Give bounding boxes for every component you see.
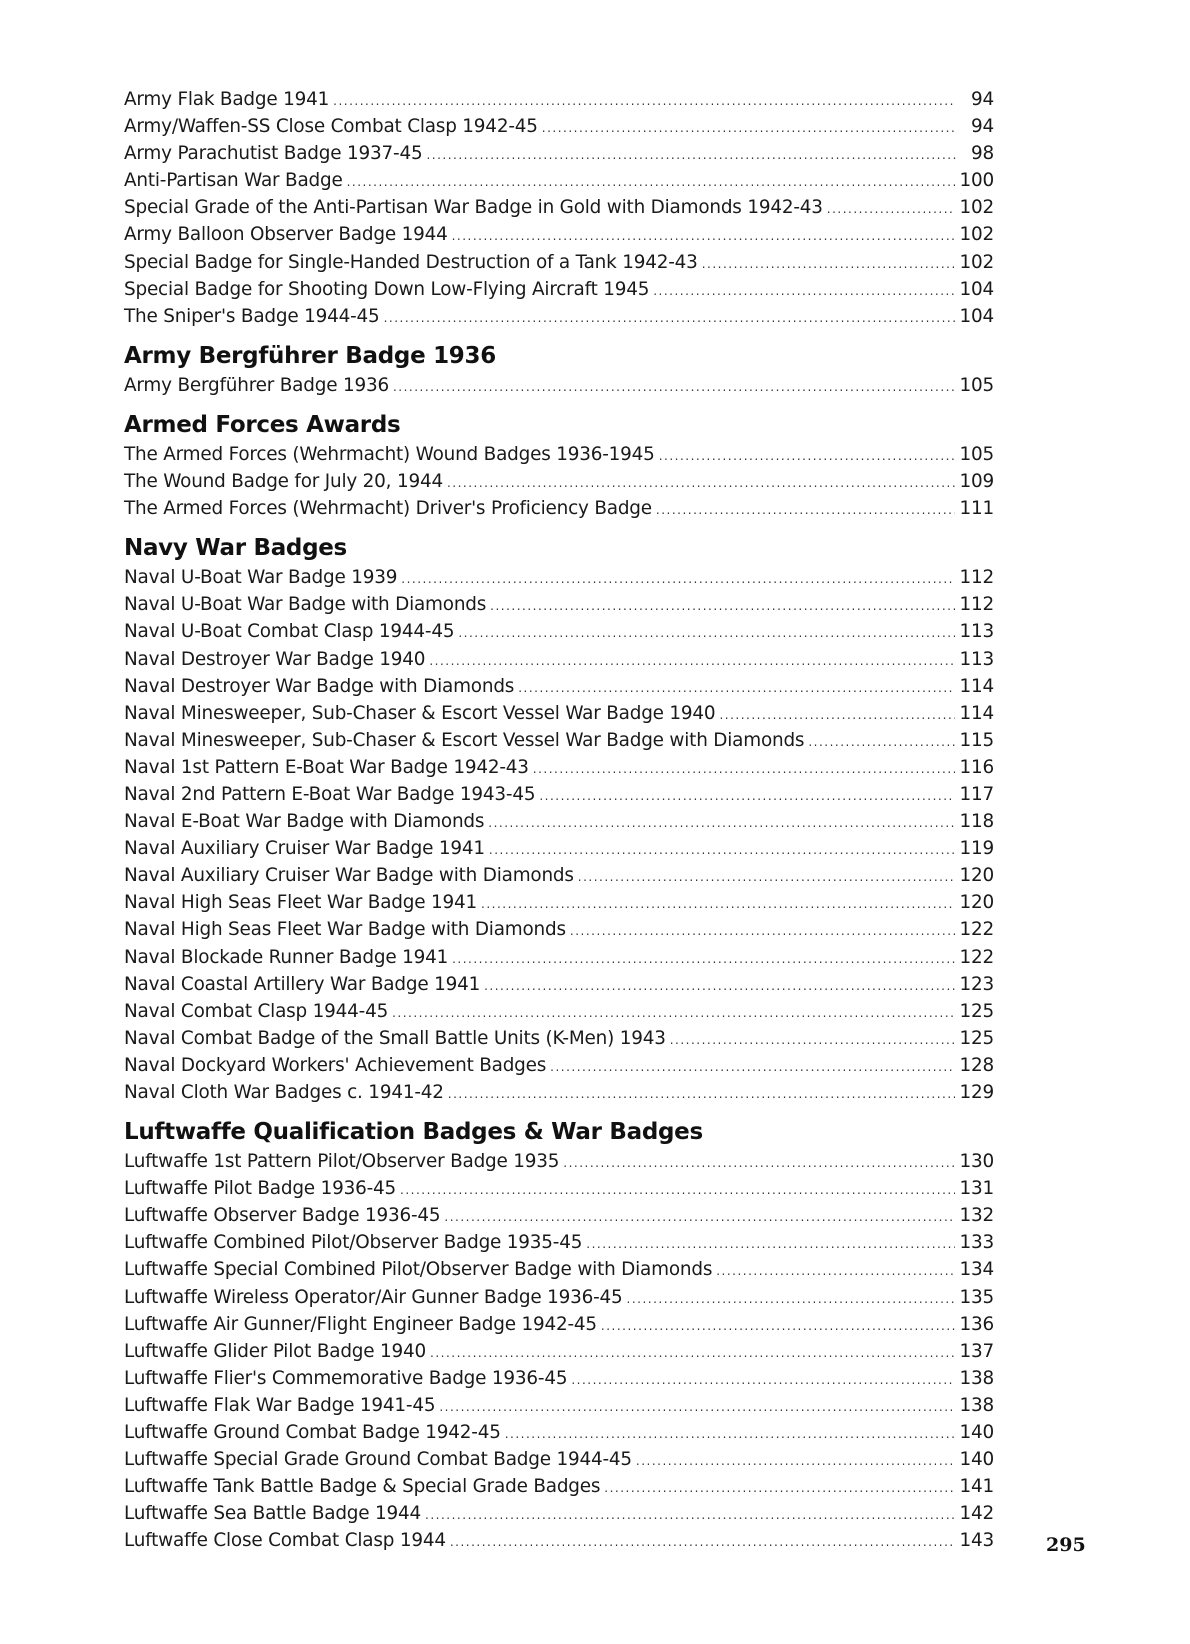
entry-page-number: 136 [959, 1313, 994, 1335]
entry-title: Luftwaffe Ground Combat Badge 1942-45 [124, 1422, 501, 1444]
toc-entry [124, 1148, 994, 1175]
toc-entry [124, 971, 994, 998]
toc-entry [124, 808, 994, 835]
entry-title: Anti-Partisan War Badge [124, 170, 343, 192]
dot-leader [659, 443, 956, 470]
dot-leader [400, 1177, 955, 1204]
dot-leader [447, 470, 956, 497]
toc-entry [124, 754, 994, 781]
toc-entry [124, 140, 994, 167]
intro-entries [124, 86, 994, 330]
entry-title: Naval Auxiliary Cruiser War Badge 1941 [124, 838, 485, 860]
toc-entry [124, 591, 994, 618]
entry-page-number: 94 [970, 89, 994, 110]
entry-page-number: 131 [959, 1178, 994, 1200]
entry-page-number: 133 [959, 1232, 994, 1254]
entry-title: Luftwaffe Flier's Commemorative Badge 1936-45 [124, 1367, 568, 1389]
entry-title: Special Grade of the Anti-Partisan War Badge in Gold with Diamonds 1942-43 [124, 197, 823, 219]
entry-page-number: 120 [959, 865, 994, 887]
toc-entry [124, 276, 994, 303]
entry-page-number: 140 [959, 1449, 994, 1471]
dot-leader [450, 1529, 956, 1556]
entry-page-number: 102 [959, 224, 994, 246]
entry-title: Naval Combat Clasp 1944-45 [124, 1000, 389, 1022]
entry-page-number: 100 [959, 170, 994, 192]
dot-leader [533, 756, 956, 783]
dot-leader [488, 810, 955, 837]
toc-entry [124, 916, 994, 943]
toc-entry [124, 1229, 994, 1256]
toc-entry [124, 1446, 994, 1473]
toc-sections [124, 341, 994, 1555]
toc-entry [124, 673, 994, 700]
section-heading: Army Bergführer Badge 1936 [124, 342, 496, 369]
toc-entry [124, 1256, 994, 1283]
toc-entry [124, 727, 994, 754]
toc-entry [124, 1500, 994, 1527]
entry-page-number: 129 [959, 1082, 994, 1103]
dot-leader [563, 1150, 955, 1177]
toc-entry [124, 618, 994, 645]
dot-leader [571, 1367, 955, 1394]
dot-leader [393, 374, 956, 401]
toc-entry [124, 1202, 994, 1229]
toc-entry [124, 221, 994, 248]
entry-page-number: 94 [970, 116, 994, 138]
toc-section [124, 533, 994, 1106]
dot-leader [586, 1231, 955, 1258]
entry-title: Army/Waffen-SS Close Combat Clasp 1942-45 [124, 116, 538, 138]
dot-leader [670, 1027, 956, 1054]
entry-page-number: 113 [959, 648, 994, 670]
toc-entry [124, 194, 994, 221]
entry-page-number: 111 [959, 498, 994, 520]
dot-leader [333, 88, 956, 115]
entry-page-number: 115 [959, 729, 994, 751]
toc-entry [124, 835, 994, 862]
entry-page-number: 117 [959, 783, 994, 805]
dot-leader [601, 1313, 956, 1340]
toc-entry [124, 1473, 994, 1500]
entry-title: The Sniper's Badge 1944-45 [124, 305, 380, 327]
toc-entry [124, 441, 994, 468]
dot-leader [452, 223, 956, 250]
entry-title: Luftwaffe Wireless Operator/Air Gunner Badge 1936-45 [124, 1286, 623, 1308]
toc-entry [124, 167, 994, 194]
dot-leader [392, 1000, 955, 1027]
toc-entry [124, 1527, 994, 1554]
entry-title: Naval 1st Pattern E-Boat War Badge 1942-43 [124, 756, 529, 778]
dot-leader [347, 169, 956, 196]
toc-entry [124, 646, 994, 673]
entry-title: The Armed Forces (Wehrmacht) Wound Badges 1936-1945 [124, 443, 655, 465]
table-of-contents [124, 86, 994, 1555]
entry-page-number: 105 [959, 374, 994, 396]
entry-page-number: 125 [959, 1000, 994, 1022]
entry-title: Army Flak Badge 1941 [124, 89, 330, 110]
entry-page-number: 137 [959, 1340, 994, 1362]
entry-title: Luftwaffe Air Gunner/Flight Engineer Badge 1942-45 [124, 1313, 597, 1335]
toc-entry [124, 1025, 994, 1052]
dot-leader [458, 620, 955, 647]
toc-entry [124, 564, 994, 591]
entry-page-number: 113 [959, 621, 994, 643]
toc-section [124, 341, 994, 399]
dot-leader [719, 702, 955, 729]
section-heading: Navy War Badges [124, 535, 347, 562]
dot-leader [604, 1475, 955, 1502]
entry-title: Naval Cloth War Badges c. 1941-42 [124, 1082, 444, 1103]
dot-leader [452, 946, 955, 973]
dot-leader [702, 251, 956, 278]
entry-title: Naval Combat Badge of the Small Battle Units (K-Men) 1943 [124, 1027, 666, 1049]
dot-leader [481, 891, 955, 918]
toc-entry [124, 1079, 994, 1106]
dot-leader [808, 729, 955, 756]
entry-page-number: 138 [959, 1394, 994, 1416]
toc-entry [124, 1419, 994, 1446]
dot-leader [489, 837, 956, 864]
entry-page-number: 114 [959, 675, 994, 697]
dot-leader [653, 278, 955, 305]
dot-leader [636, 1448, 956, 1475]
entry-page-number: 143 [959, 1530, 994, 1552]
toc-section [124, 410, 994, 522]
dot-leader [484, 973, 955, 1000]
entry-page-number: 98 [970, 143, 994, 165]
entry-page-number: 104 [959, 305, 994, 327]
page-number: 295 [1046, 1534, 1086, 1556]
dot-leader [439, 1394, 955, 1421]
entry-page-number: 105 [959, 443, 994, 465]
entry-page-number: 112 [959, 594, 994, 616]
entry-title: Naval U-Boat Combat Clasp 1944-45 [124, 621, 455, 643]
entry-title: Luftwaffe 1st Pattern Pilot/Observer Badge 1935 [124, 1151, 560, 1173]
entry-title: Luftwaffe Sea Battle Badge 1944 [124, 1503, 422, 1525]
entry-page-number: 130 [959, 1151, 994, 1173]
toc-entry [124, 998, 994, 1025]
toc-entry [124, 468, 994, 495]
entry-page-number: 118 [959, 811, 994, 833]
entry-page-number: 112 [959, 567, 994, 589]
toc-entry [124, 303, 994, 330]
entry-title: Luftwaffe Glider Pilot Badge 1940 [124, 1340, 427, 1362]
entry-title: The Wound Badge for July 20, 1944 [124, 471, 443, 493]
dot-leader [448, 1081, 956, 1108]
toc-entry [124, 86, 994, 113]
dot-leader [542, 115, 956, 142]
dot-leader [429, 648, 955, 675]
entry-page-number: 134 [959, 1259, 994, 1281]
toc-entry [124, 700, 994, 727]
entry-page-number: 135 [959, 1286, 994, 1308]
entry-title: Army Bergführer Badge 1936 [124, 374, 389, 396]
toc-section [124, 1117, 994, 1554]
entry-title: Luftwaffe Pilot Badge 1936-45 [124, 1178, 397, 1200]
entry-page-number: 102 [959, 251, 994, 273]
entry-title: Naval Blockade Runner Badge 1941 [124, 946, 449, 968]
toc-entry [124, 1365, 994, 1392]
entry-title: Naval Minesweeper, Sub-Chaser & Escort Vessel War Badge 1940 [124, 702, 716, 724]
entry-title: Naval Coastal Artillery War Badge 1941 [124, 973, 481, 995]
toc-entry [124, 889, 994, 916]
entry-title: Naval U-Boat War Badge with Diamonds [124, 594, 487, 616]
entry-page-number: 128 [959, 1054, 994, 1076]
toc-entry [124, 1311, 994, 1338]
dot-leader [827, 196, 956, 223]
dot-leader [518, 675, 955, 702]
entry-title: Naval E-Boat War Badge with Diamonds [124, 811, 485, 833]
entry-title: Luftwaffe Flak War Badge 1941-45 [124, 1394, 436, 1416]
entry-title: Army Balloon Observer Badge 1944 [124, 224, 448, 246]
dot-leader [444, 1204, 955, 1231]
entry-title: Naval High Seas Fleet War Badge 1941 [124, 892, 477, 914]
entry-page-number: 122 [959, 946, 994, 968]
entry-page-number: 138 [959, 1367, 994, 1389]
entry-title: Special Badge for Shooting Down Low-Flying Aircraft 1945 [124, 278, 650, 300]
entry-title: Naval High Seas Fleet War Badge with Diamonds [124, 919, 566, 941]
entry-title: Naval Dockyard Workers' Achievement Badges [124, 1054, 547, 1076]
entry-page-number: 120 [959, 892, 994, 914]
dot-leader [401, 566, 955, 593]
dot-leader [656, 497, 956, 524]
entry-page-number: 122 [959, 919, 994, 941]
dot-leader [539, 783, 955, 810]
toc-entry [124, 495, 994, 522]
entry-title: Luftwaffe Observer Badge 1936-45 [124, 1205, 441, 1227]
toc-entry [124, 944, 994, 971]
entry-page-number: 132 [959, 1205, 994, 1227]
toc-entry [124, 249, 994, 276]
toc-entry [124, 372, 994, 399]
dot-leader [716, 1258, 955, 1285]
entry-title: Luftwaffe Tank Battle Badge & Special Grade Badges [124, 1476, 601, 1498]
entry-title: The Armed Forces (Wehrmacht) Driver's Proficiency Badge [124, 498, 652, 520]
entry-title: Naval U-Boat War Badge 1939 [124, 567, 398, 589]
toc-entry [124, 1052, 994, 1079]
entry-page-number: 114 [959, 702, 994, 724]
entry-title: Luftwaffe Combined Pilot/Observer Badge 1935-45 [124, 1232, 583, 1254]
entry-page-number: 119 [959, 838, 994, 860]
entry-title: Luftwaffe Special Combined Pilot/Observer Badge with Diamonds [124, 1259, 713, 1281]
entry-title: Special Badge for Single-Handed Destruction of a Tank 1942-43 [124, 251, 698, 273]
dot-leader [627, 1286, 956, 1313]
entry-page-number: 104 [959, 278, 994, 300]
toc-entry [124, 1175, 994, 1202]
toc-entry [124, 1338, 994, 1365]
entry-title: Naval Minesweeper, Sub-Chaser & Escort Vessel War Badge with Diamonds [124, 729, 805, 751]
dot-leader [426, 142, 956, 169]
dot-leader [490, 593, 955, 620]
dot-leader [505, 1421, 956, 1448]
entry-title: Naval Auxiliary Cruiser War Badge with Diamonds [124, 865, 574, 887]
section-heading: Luftwaffe Qualification Badges & War Badges [124, 1119, 703, 1146]
entry-page-number: 141 [959, 1476, 994, 1498]
dot-leader [425, 1502, 955, 1529]
toc-entry [124, 1284, 994, 1311]
entry-title: Naval Destroyer War Badge with Diamonds [124, 675, 515, 697]
entry-page-number: 125 [959, 1027, 994, 1049]
dot-leader [550, 1054, 955, 1081]
section-heading: Armed Forces Awards [124, 411, 401, 438]
entry-title: Luftwaffe Special Grade Ground Combat Badge 1944-45 [124, 1449, 632, 1471]
entry-page-number: 123 [959, 973, 994, 995]
entry-title: Naval 2nd Pattern E-Boat War Badge 1943-45 [124, 783, 536, 805]
entry-page-number: 109 [959, 471, 994, 493]
entry-page-number: 142 [959, 1503, 994, 1525]
dot-leader [384, 305, 956, 332]
entry-title: Naval Destroyer War Badge 1940 [124, 648, 426, 670]
dot-leader [578, 864, 956, 891]
entry-page-number: 102 [959, 197, 994, 219]
entry-page-number: 116 [959, 756, 994, 778]
dot-leader [430, 1340, 955, 1367]
toc-entry [124, 113, 994, 140]
entry-title: Army Parachutist Badge 1937-45 [124, 143, 423, 165]
toc-entry [124, 1392, 994, 1419]
entry-page-number: 140 [959, 1422, 994, 1444]
dot-leader [570, 918, 956, 945]
toc-entry [124, 781, 994, 808]
entry-title: Luftwaffe Close Combat Clasp 1944 [124, 1530, 446, 1552]
toc-entry [124, 862, 994, 889]
